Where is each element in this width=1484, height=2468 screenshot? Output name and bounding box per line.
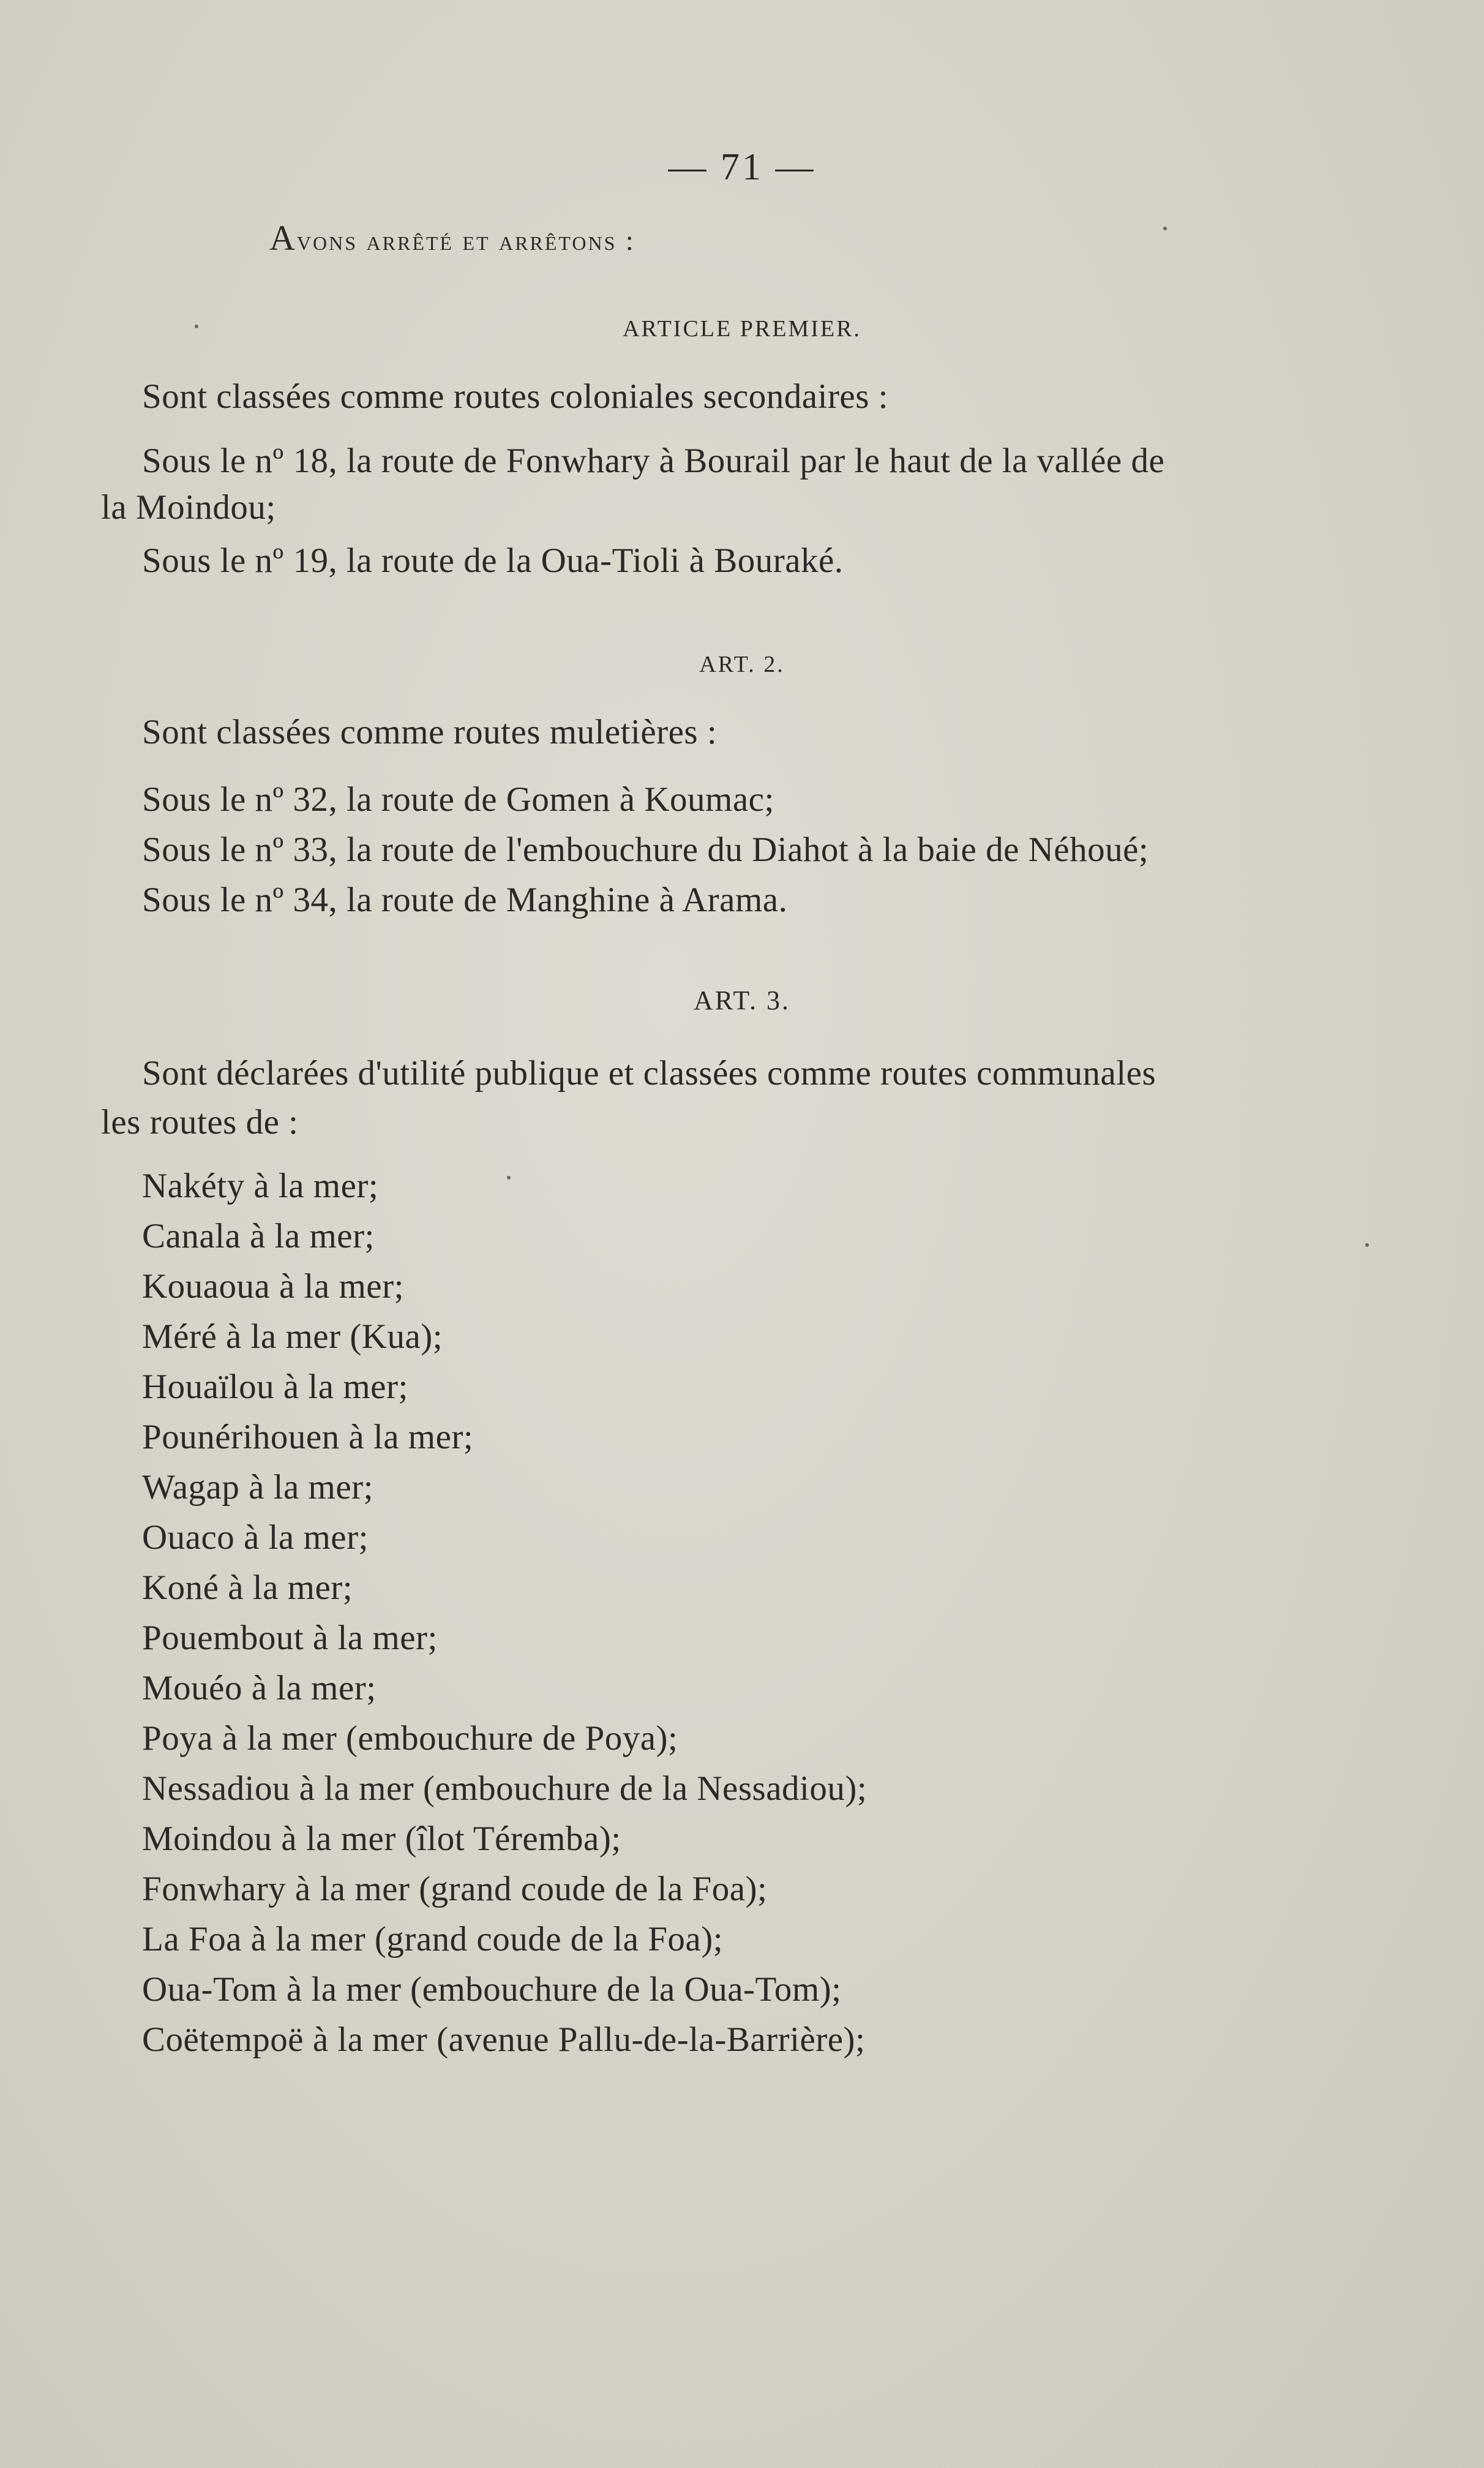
article-3-road-item: Pouembout à la mer; xyxy=(142,1619,438,1657)
article-3-road-item: Moindou à la mer (îlot Téremba); xyxy=(142,1819,621,1858)
article-3-road-item: Pounérihouen à la mer; xyxy=(142,1418,474,1456)
article-3-road-item: Coëtempoë à la mer (avenue Pallu-de-la-Barrière); xyxy=(142,2020,866,2059)
article-1-line: Sous le nº 19, la route de la Oua-Tioli à Bouraké. xyxy=(142,541,844,580)
article-2-line: Sous le nº 33, la route de l'embouchure du Diahot à la baie de Néhoué; xyxy=(142,830,1149,869)
article-3-road-item: Méré à la mer (Kua); xyxy=(142,1317,443,1356)
article-1-line: la Moindou; xyxy=(101,488,276,527)
article-3-road-item: Nessadiou à la mer (embouchure de la Nessadiou); xyxy=(142,1769,868,1808)
article-3-road-item: Ouaco à la mer; xyxy=(142,1518,369,1557)
article-3-road-item: Kouaoua à la mer; xyxy=(142,1267,404,1306)
article-3-road-item: Mouéo à la mer; xyxy=(142,1669,377,1707)
paper-speck xyxy=(507,1176,511,1179)
article-3-road-item: Houaïlou à la mer; xyxy=(142,1368,408,1406)
article-3-road-item: Wagap à la mer; xyxy=(142,1468,373,1507)
article-2-line: Sous le nº 34, la route de Manghine à Arama. xyxy=(142,881,788,919)
article-3-road-item: Fonwhary à la mer (grand coude de la Foa); xyxy=(142,1870,768,1908)
article-1-line: Sont classées comme routes coloniales secondaires : xyxy=(142,377,888,416)
article-3-title: ART. 3. xyxy=(693,985,791,1015)
article-2-title: ART. 2. xyxy=(699,652,785,677)
article-3-line: Sont déclarées d'utilité publique et classées comme routes communales xyxy=(142,1054,1156,1093)
article-2-line: Sous le nº 32, la route de Gomen à Koumac; xyxy=(142,780,774,819)
article-3-road-item: La Foa à la mer (grand coude de la Foa); xyxy=(142,1920,724,1958)
paper-speck xyxy=(1163,227,1167,230)
paper-speck xyxy=(1365,1243,1369,1247)
article-3-road-item: Nakéty à la mer; xyxy=(142,1167,379,1205)
article-3-road-item: Koné à la mer; xyxy=(142,1568,353,1607)
article-1-title: ARTICLE PREMIER. xyxy=(623,316,861,342)
decree-heading-rest: vons arrêté et arrêtons : xyxy=(296,225,635,256)
paper-speck xyxy=(195,325,198,328)
article-2-line: Sont classées comme routes muletières : xyxy=(142,713,718,751)
decree-heading xyxy=(269,217,635,258)
article-3-line: les routes de : xyxy=(101,1103,299,1142)
article-1-line: Sous le nº 18, la route de Fonwhary à Bourail par le haut de la vallée de xyxy=(142,442,1165,480)
page-number: — 71 — xyxy=(668,146,816,188)
article-3-road-item: Poya à la mer (embouchure de Poya); xyxy=(142,1719,678,1758)
article-3-road-item: Oua-Tom à la mer (embouchure de la Oua-Tom); xyxy=(142,1970,842,2009)
article-3-road-item: Canala à la mer; xyxy=(142,1217,375,1255)
decree-heading-initial: A xyxy=(269,218,297,258)
